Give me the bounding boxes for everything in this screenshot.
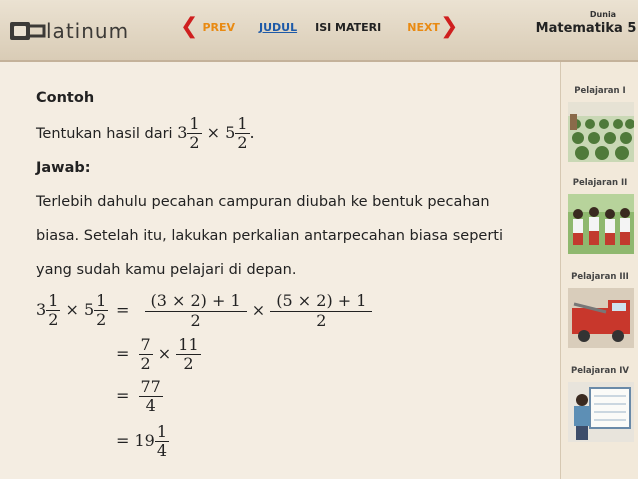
students-thumbnail — [568, 194, 634, 254]
logo — [8, 13, 129, 49]
prev-button[interactable]: PREV — [202, 20, 235, 34]
logo-icon — [8, 17, 52, 45]
step-1-rhs: = $\frac{(3 \times 2) + 1}{2}$ × $\frac{(5 \times 2) + 1}{2}$ — [116, 293, 372, 329]
sidebar-item-label: Pelajaran III — [571, 272, 629, 282]
sidebar-item-pelajaran-1[interactable] — [561, 82, 638, 177]
question-text: Tentukan hasil dari — [36, 126, 173, 142]
step-2: = $\frac{7}{2}$ × $\frac{11}{2}$ — [116, 335, 199, 373]
answer-heading: Jawab: — [36, 160, 91, 176]
question-expression: 3 $\frac{1}{2}$ × 5 $\frac{1}{2}$ . — [177, 114, 255, 152]
sidebar-item-pelajaran-2[interactable] — [561, 174, 638, 269]
step-1-lhs: 3 $\frac{1}{2}$ × 5 $\frac{1}{2}$ — [36, 291, 107, 329]
explanation-line-2: biasa. Setelah itu, lakukan perkalian antarpecahan biasa seperti — [36, 228, 503, 244]
fire-truck-thumbnail — [568, 288, 634, 348]
fraction: $\frac{1}{2}$ — [189, 114, 200, 152]
isi-materi-link[interactable]: ISI MATERI — [315, 20, 382, 34]
book-title: Matematika 5 — [535, 21, 637, 36]
judul-link[interactable]: JUDUL — [259, 20, 298, 34]
explanation-line-1: Terlebih dahulu pecahan campuran diubah ke bentuk pecahan — [36, 194, 490, 210]
book-title-block — [535, 10, 637, 36]
sidebar-item-pelajaran-3[interactable] — [561, 268, 638, 363]
student-board-thumbnail — [568, 382, 634, 442]
step-4: = 19 $\frac{1}{4}$ — [116, 422, 168, 460]
sidebar-item-label: Pelajaran II — [572, 178, 628, 188]
logo-text: latinum — [46, 19, 130, 43]
fraction: $\frac{1}{2}$ — [237, 114, 248, 152]
whole-number: 5 — [225, 123, 236, 142]
next-button[interactable]: NEXT — [407, 20, 440, 34]
nav-bar — [180, 14, 459, 39]
example-heading: Contoh — [36, 90, 95, 106]
times-sign: × — [206, 123, 221, 142]
prev-arrow-icon[interactable]: ❮ — [180, 14, 199, 39]
sidebar-item-pelajaran-4[interactable] — [561, 362, 638, 457]
top-bar — [0, 0, 638, 62]
explanation-line-3: yang sudah kamu pelajari di depan. — [36, 262, 297, 278]
sidebar — [560, 62, 638, 479]
whole-number: 3 — [177, 123, 188, 142]
book-label: Dunia — [589, 10, 617, 19]
farm-field-thumbnail — [568, 102, 634, 162]
question-line — [36, 116, 255, 151]
next-arrow-icon[interactable]: ❯ — [439, 14, 459, 39]
sidebar-item-label: Pelajaran IV — [571, 366, 629, 376]
sidebar-item-label: Pelajaran I — [574, 86, 626, 96]
step-3: = $\frac{77}{4}$ — [116, 377, 161, 415]
